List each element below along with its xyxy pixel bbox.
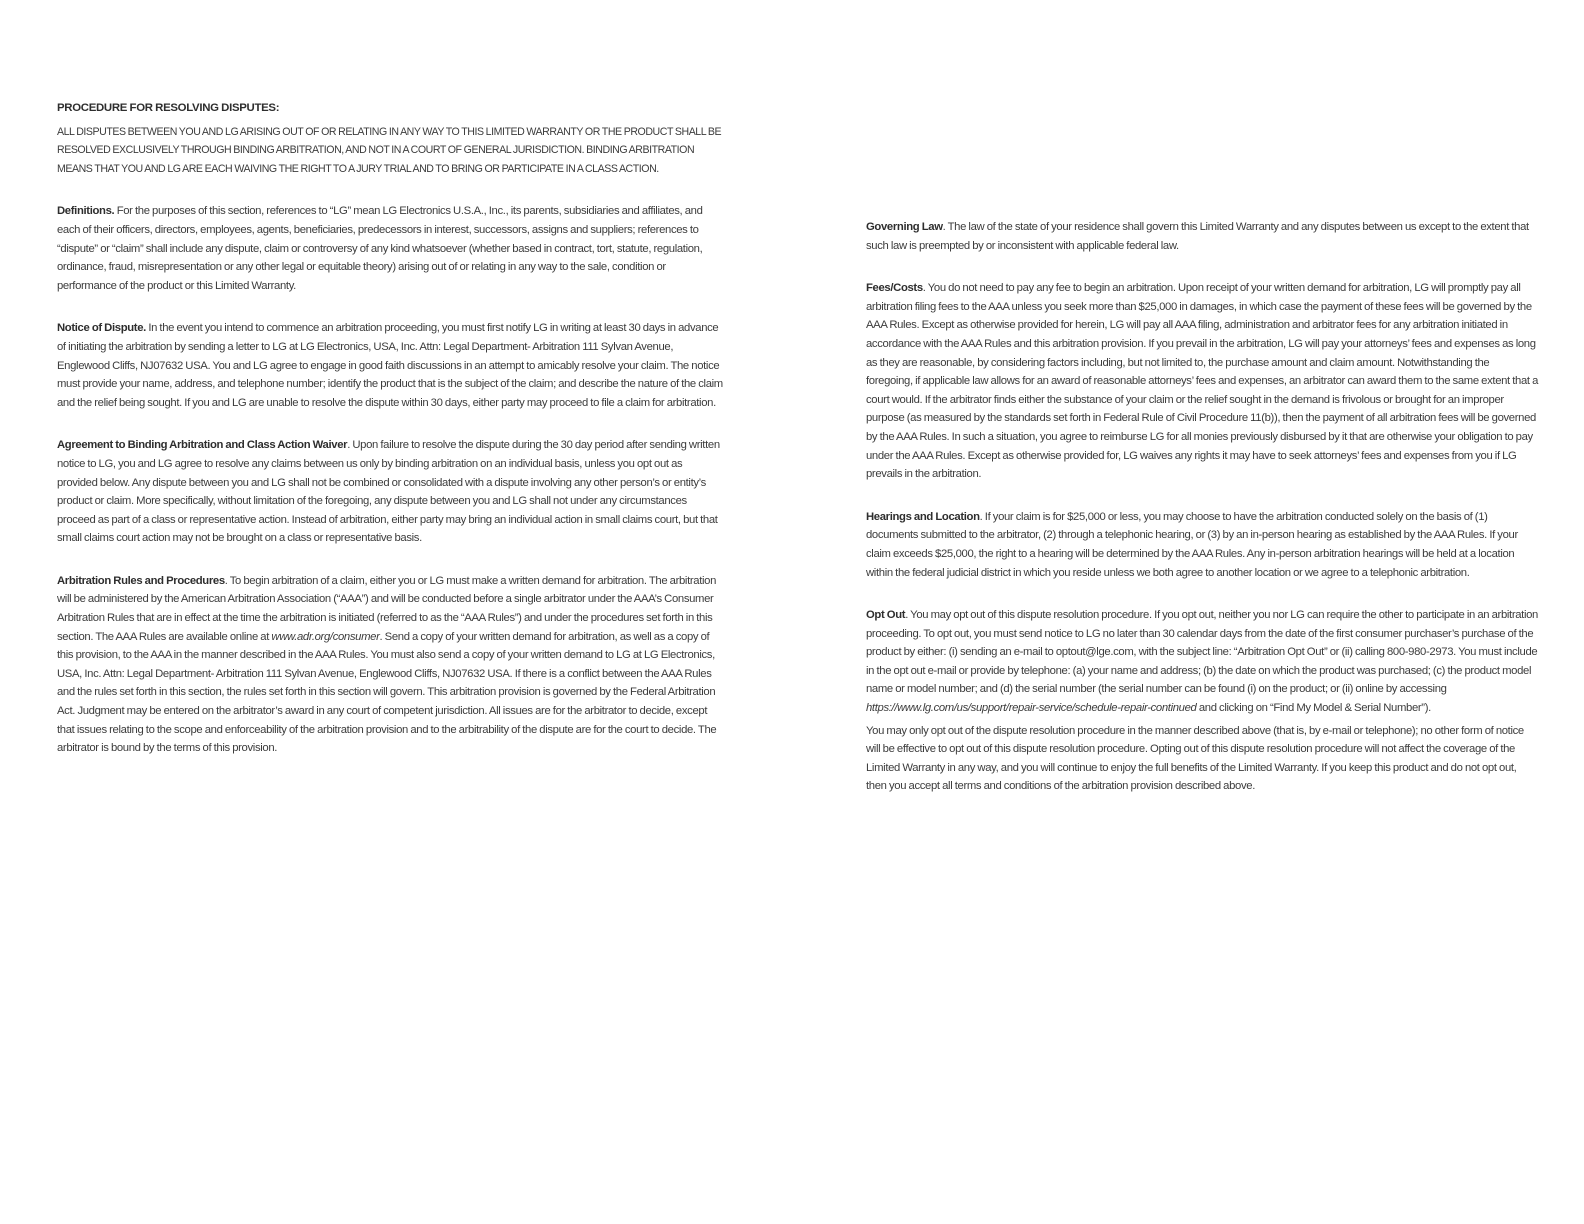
governing-text: . The law of the state of your residence shall govern this Limited Warranty and any disputes between us except to the extent that such law is preempted by or inconsistent with applicable federal law.	[866, 221, 1529, 252]
notice-text: In the event you intend to commence an arbitration proceeding, you must first notify LG in writing at least 30 days in advance of initiating the arbitration by sending a letter to LG at LG Electronics, USA, Inc. Attn: Legal Department- Arbitration 111 Sylvan Avenue, Englewood Cliffs, NJ07632 USA. You and LG agree to engage in good faith discussions in an attempt to amicably resolve your claim. The notice must provide your name, address, and telephone number; identify the product that is the subject of the claim; and describe the nature of the claim and the relief being sought. If you and LG are unable to resolve the dispute within 30 days, either party may proceed to file a claim for arbitration.	[57, 322, 723, 409]
hearings-term: Hearings and Location	[866, 510, 980, 523]
lg-support-link[interactable]: https://www.lg.com/us/support/repair-service/schedule-repair-continued	[866, 702, 1197, 715]
rules-text-after: . Send a copy of your written demand for arbitration, as well as a copy of this provision, to the AAA in the manner described in the AAA Rules. You must also send a copy of your written demand to LG at LG Electronics, USA, Inc. Attn: Legal Department- Arbitration 111 Sylvan Avenue, Englewood Cliffs, NJ07632 USA. If there is a conflict between the AAA Rules and the rules set forth in this section, the rules set forth in this section will govern. This arbitration provision is governed by the Federal Arbitration Act. Judgment may be entered on the arbitrator’s award in any court of competent jurisdiction. All issues are for the arbitrator to decide, except that issues relating to the scope and enforceability of the arbitration provision and to the arbitrability of the dispute are for the court to decide. The arbitrator is bound by the terms of this provision.	[57, 630, 717, 755]
optout-text-before: . You may opt out of this dispute resolution procedure. If you opt out, neither you nor LG can require the other to participate in an arbitration proceeding. To opt out, you must send notice to LG no later than 30 calendar days from the date of the first consumer purchaser’s purchase of the product by either: (i) sending an e-mail to optout@lge.com, with the subject line: “Arbitration Opt Out” or (ii) calling 800-980-2973. You must include in the opt out e-mail or provide by telephone: (a) your name and address; (b) the date on which the product was purchased; (c) the product model name or model number; and (d) the serial number (the serial number can be found (i) on the product; or (ii) online by accessing	[866, 609, 1538, 696]
arbitration-notice-caps: ALL DISPUTES BETWEEN YOU AND LG ARISING OUT OF OR RELATING IN ANY WAY TO THIS LIMITED WARRANTY OR THE PRODUCT SHALL BE RESOLVED EXCLUSIVELY THROUGH BINDING ARBITRATION, AND NOT IN A COURT OF GENERAL JURISDICTION. BINDING ARBITRATION MEANS THAT YOU AND LG ARE EACH WAIVING THE RIGHT TO A JURY TRIAL AND TO BRING OR PARTICIPATE IN A CLASS ACTION.	[57, 125, 722, 175]
agreement-text: . Upon failure to resolve the dispute during the 30 day period after sending written notice to LG, you and LG agree to resolve any claims between us only by binding arbitration on an individual basis, unless you opt out as provided below. Any dispute between you and LG shall not be combined or consolidated with a dispute involving any other person’s or entity’s product or claim. More specifically, without limitation of the foregoing, any dispute between you and LG shall not under any circumstances proceed as part of a class or representative action. Instead of arbitration, either party may bring an individual action in small claims court, but that small claims court action may not be brought on a class or representative basis.	[57, 439, 720, 545]
rules-text-before: . To begin arbitration of a claim, either you or LG must make a written demand for arbitration. The arbitration will be administered by the American Arbitration Association (“AAA”) and will be conducted before a single arbitrator under the AAA’s Consumer Arbitration Rules that are in effect at the time the arbitration is initiated (referred to as the “AAA Rules”) and under the procedures set forth in this section. The AAA Rules are available online at	[57, 574, 717, 643]
hearings-text: . If your claim is for $25,000 or less, you may choose to have the arbitration conducted solely on the basis of (1) documents submitted to the arbitrator, (2) through a telephonic hearing, or (3) by an in-person hearing as established by the AAA Rules. If your claim exceeds $25,000, the right to a hearing will be determined by the AAA Rules. Any in-person arbitration hearings will be held at a location within the federal judicial district in which you reside unless we both agree to another location or we agree to a telephonic arbitration.	[866, 510, 1518, 579]
adr-link[interactable]: www.adr.org/consumer	[271, 630, 380, 643]
arbitration-rules-paragraph	[57, 572, 725, 758]
hearings-location-paragraph	[866, 508, 1538, 582]
fees-term: Fees/Costs	[866, 282, 923, 295]
section-heading: PROCEDURE FOR RESOLVING DISPUTES:	[57, 102, 280, 114]
notice-of-dispute-paragraph	[57, 319, 725, 412]
agreement-term: Agreement to Binding Arbitration and Class Action Waiver	[57, 439, 348, 452]
definitions-term: Definitions.	[57, 205, 115, 218]
fees-costs-paragraph	[866, 279, 1538, 484]
notice-term: Notice of Dispute.	[57, 322, 146, 335]
governing-law-paragraph	[866, 218, 1538, 255]
left-column	[57, 99, 725, 782]
governing-term: Governing Law	[866, 221, 943, 233]
opt-out-followup-paragraph: You may only opt out of the dispute resolution procedure in the manner described above (that is, by e-mail or telephone); no other form of notice will be effective to opt out of this dispute resolution procedure. Opting out of this dispute resolution procedure will not affect the coverage of the Limited Warranty in any way, and you will continue to enjoy the full benefits of the Limited Warranty. If you keep this product and do not opt out, then you accept all terms and conditions of the arbitration provision described above.	[866, 724, 1524, 793]
optout-term: Opt Out	[866, 609, 906, 622]
right-column	[866, 218, 1538, 796]
rules-term: Arbitration Rules and Procedures	[57, 574, 225, 587]
definitions-text: For the purposes of this section, references to “LG” mean LG Electronics U.S.A., Inc., its parents, subsidiaries and affiliates, and each of their officers, directors, employees, agents, beneficiaries, predecessors in interest, successors, assigns and suppliers; references to “dispute” or “claim” shall include any dispute, claim or controversy of any kind whatsoever (whether based in contract, tort, statute, regulation, ordinance, fraud, misrepresentation or any other legal or equitable theory) arising out of or relating in any way to the sale, condition or performance of the product or this Limited Warranty.	[57, 205, 703, 292]
fees-text: . You do not need to pay any fee to begin an arbitration. Upon receipt of your written demand for arbitration, LG will promptly pay all arbitration filing fees to the AAA unless you seek more than $25,000 in damages, in which case the payment of these fees will be governed by the AAA Rules. Except as otherwise provided for herein, LG will pay all AAA filing, administration and arbitrator fees for any arbitration initiated in accordance with the AAA Rules and this arbitration provision. If you prevail in the arbitration, LG will pay your attorneys’ fees and expenses as long as they are reasonable, by considering factors including, but not limited to, the purchase amount and claim amount. Notwithstanding the foregoing, if applicable law allows for an award of reasonable attorneys’ fees and expenses, an arbitrator can award them to the same extent that a court would. If the arbitrator finds either the substance of your claim or the relief sought in the demand is frivolous or brought for an improper purpose (as measured by the standards set forth in Federal Rule of Civil Procedure 11(b)), then the payment of all arbitration fees will be governed by the AAA Rules. In such a situation, you agree to reimburse LG for all monies previously disbursed by it that are otherwise your obligation to pay under the AAA Rules. Except as otherwise provided for, LG waives any rights it may have to seek attorneys’ fees and expenses from you if LG prevails in the arbitration.	[866, 282, 1539, 481]
definitions-paragraph	[57, 202, 725, 295]
binding-arbitration-paragraph	[57, 436, 725, 548]
optout-text-after: and clicking on “Find My Model & Serial Number”).	[1196, 702, 1431, 715]
opt-out-paragraph	[866, 606, 1538, 718]
